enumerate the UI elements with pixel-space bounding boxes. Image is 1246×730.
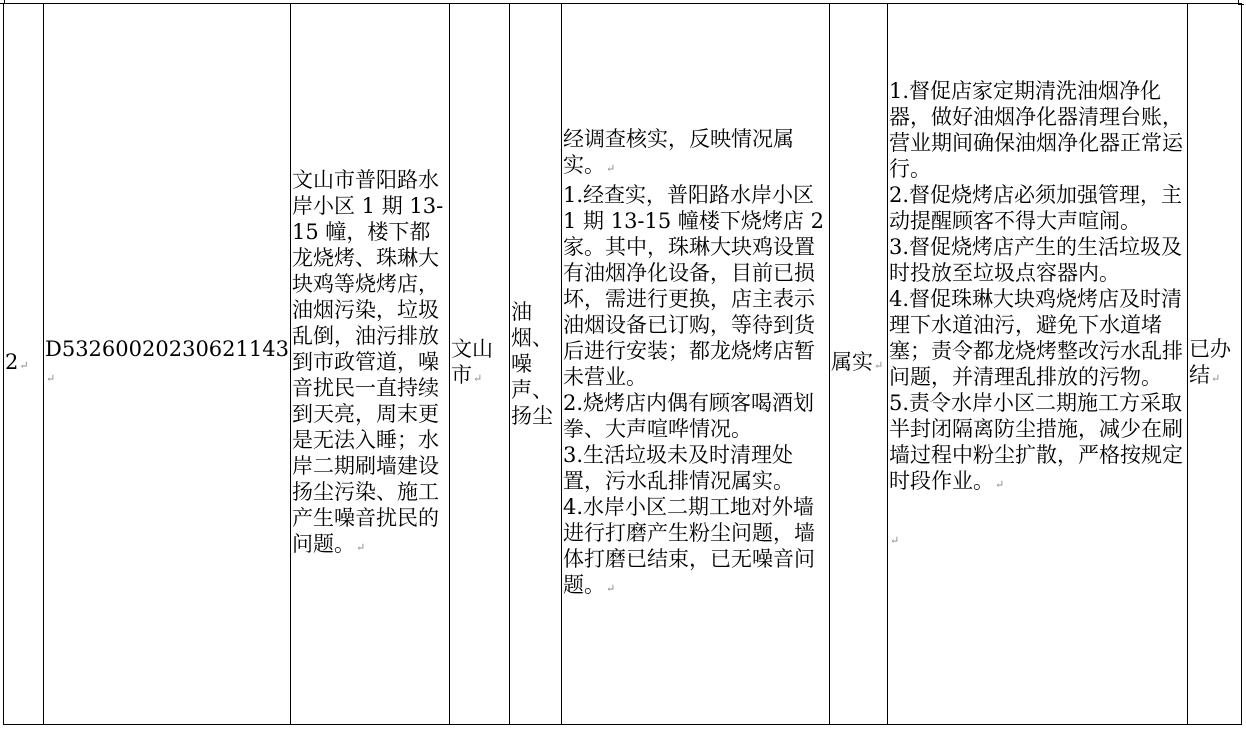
paragraph-mark-icon: ↵ — [356, 541, 366, 554]
corner-mark-icon — [1238, 0, 1244, 5]
case-id: D53260020230621143 — [45, 337, 289, 361]
paragraph-mark-icon: ↵ — [1211, 372, 1221, 385]
case-table — [3, 3, 1242, 725]
empty-para — [889, 524, 1186, 550]
paragraph-mark-icon: ↵ — [606, 162, 616, 175]
status-text: 已办结 — [1189, 337, 1231, 387]
district-cell — [450, 4, 510, 725]
measures-text-3: 4.督促珠琳大块鸡烧烤店及时清理下水道油污，避免下水道堵塞；责令都龙烧烤整改污水乱排问题，并清理乱排放的污物。 — [889, 287, 1183, 389]
measures-para — [889, 286, 1186, 390]
findings-cell — [562, 4, 830, 725]
seq-number: 2 — [5, 350, 19, 374]
findings-text-4: 4.水岸小区二期工地对外墙进行打磨产生粉尘问题，墙体打磨已结束，已无噪音问题。 — [563, 495, 815, 597]
paragraph-mark-icon: ↵ — [46, 372, 56, 385]
measures-text-4: 5.责令水岸小区二期施工方采取半封闭隔离防尘措施，减少在刷墙过程中粉尘扩散，严格按规定时段作业。 — [889, 391, 1183, 493]
findings-text-3: 3.生活垃圾未及时清理处置，污水乱排情况属实。 — [563, 443, 794, 493]
paragraph-mark-icon: ↵ — [874, 359, 884, 372]
measures-para — [889, 390, 1186, 498]
paragraph-mark-icon: ↵ — [606, 582, 616, 595]
complaint-text: 文山市普阳路水岸小区 1 期 13-15 幢，楼下都龙烧烤、珠琳大块鸡等烧烤店，油烟污染，垃圾乱倒，油污排放到市政管道，噪音扰民一直持续到天亮，周末更是无法入睡；水岸二期刷墙建设扬尘污染、施工产生噪音扰民的问题。 — [292, 168, 444, 556]
measures-para — [889, 234, 1186, 286]
findings-para — [563, 390, 828, 442]
corner-mark-icon — [0, 0, 5, 4]
pollution-type-cell — [510, 4, 562, 725]
findings-para — [563, 182, 828, 390]
verdict-text: 属实 — [831, 350, 873, 374]
findings-text-2: 2.烧烤店内偶有顾客喝酒划拳、大声喧哗情况。 — [563, 391, 815, 441]
measures-text-1: 2.督促烧烤店必须加强管理，主动提醒顾客不得大声喧闹。 — [889, 183, 1183, 233]
paragraph-mark-icon: ↵ — [890, 534, 900, 547]
measures-text-0: 1.督促店家定期清洗油烟净化器，做好油烟净化器清理台账，营业期间确保油烟净化器正常运行。 — [889, 79, 1183, 181]
measures-cell — [888, 4, 1188, 725]
case-id-cell — [44, 4, 291, 725]
seq-cell — [4, 4, 44, 725]
measures-para — [889, 182, 1186, 234]
findings-text-0: 经调查核实，反映情况属实。 — [563, 127, 794, 177]
status-cell — [1188, 4, 1242, 725]
complaint-cell — [291, 4, 450, 725]
paragraph-mark-icon: ↵ — [473, 372, 483, 385]
findings-para — [563, 126, 828, 182]
paragraph-mark-icon: ↵ — [19, 359, 29, 372]
findings-para — [563, 494, 828, 602]
verdict-cell — [830, 4, 888, 725]
measures-para — [889, 78, 1186, 182]
pollution-type-text: 油烟、噪声、扬尘 — [511, 300, 553, 428]
district-text: 文山市 — [451, 337, 493, 387]
measures-text-2: 3.督促烧烤店产生的生活垃圾及时投放至垃圾点容器内。 — [889, 235, 1183, 285]
findings-para — [563, 442, 828, 494]
table-row — [4, 4, 1242, 725]
findings-text-1: 1.经查实，普阳路水岸小区 1 期 13-15 幢楼下烧烤店 2 家。其中，珠琳大块鸡设置有油烟净化设备，目前已损坏，需进行更换，店主表示 油烟设备已订购，等待到货后进行安装；都龙烧烤店暂未营业。 — [563, 183, 824, 389]
paragraph-mark-icon: ↵ — [995, 478, 1005, 491]
